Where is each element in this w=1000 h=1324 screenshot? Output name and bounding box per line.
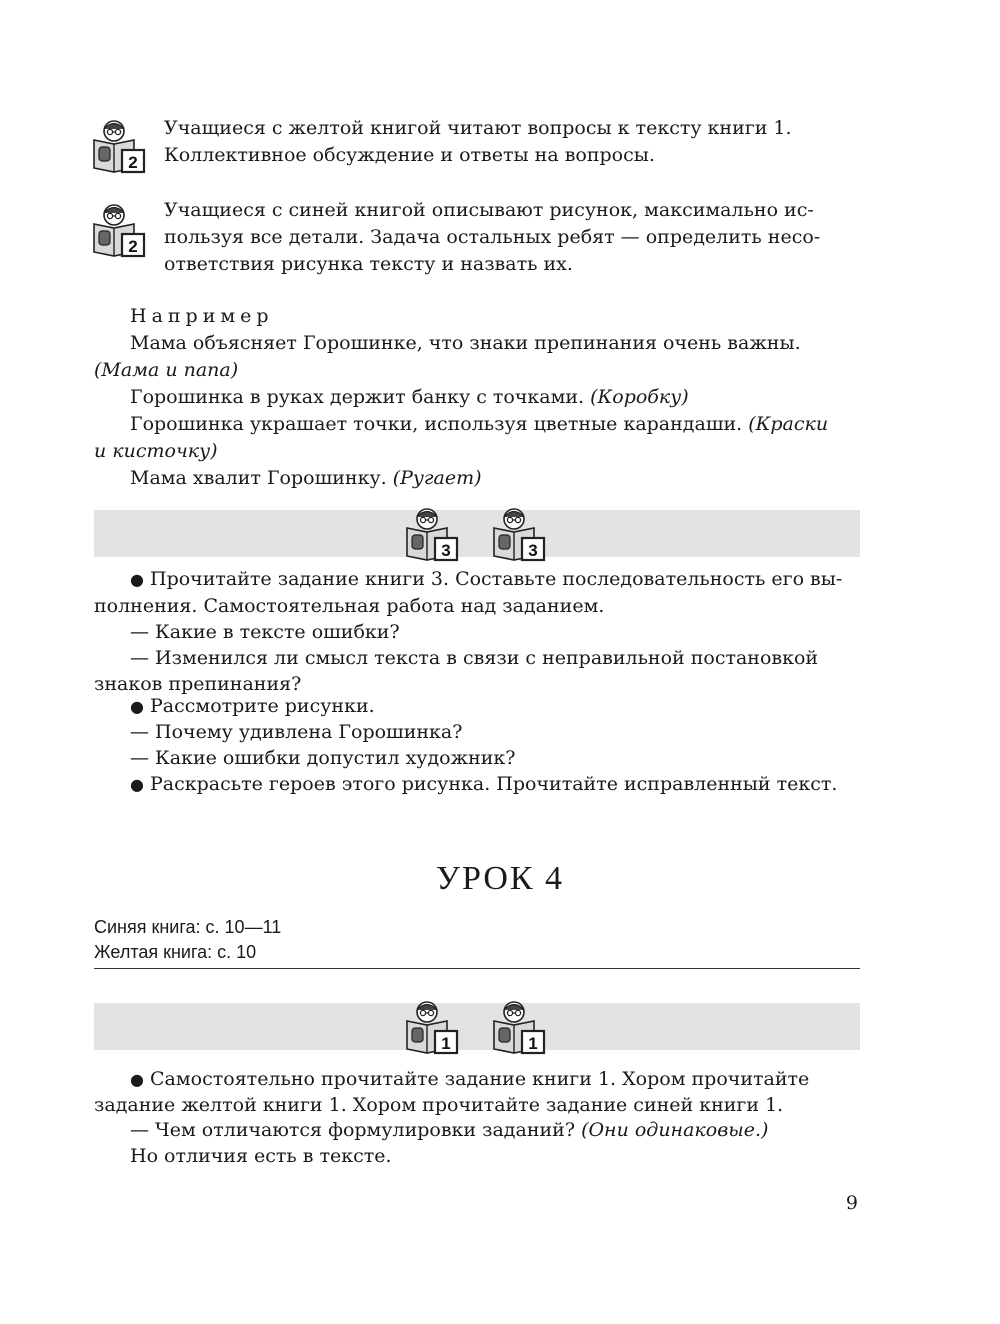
task1-question1: — Какие в тексте ошибки? bbox=[130, 621, 400, 643]
svg-text:3: 3 bbox=[528, 541, 538, 560]
example-line2 bbox=[130, 384, 689, 411]
task2-question1 bbox=[130, 1117, 768, 1144]
task1-bullet2-text: Рассмотрите рисунки. bbox=[150, 695, 375, 717]
task2-last-line: Но отличия есть в тексте. bbox=[130, 1145, 392, 1167]
section2-line3: ответствия рисунка тексту и назвать их. bbox=[164, 253, 573, 275]
task2-bullet1-text: Самостоятельно прочитайте задание книги 1. Хором прочитайте bbox=[150, 1068, 810, 1090]
svg-text:2: 2 bbox=[128, 153, 138, 172]
task1-bullet3-text: Раскрасьте героев этого рисунка. Прочитайте исправленный текст. bbox=[150, 773, 838, 795]
example-line4 bbox=[130, 465, 482, 492]
svg-text:1: 1 bbox=[528, 1034, 538, 1053]
task2-bullet1-line1 bbox=[130, 1066, 809, 1093]
bullet-icon: ● bbox=[130, 775, 144, 794]
section1-line2: Коллективное обсуждение и ответы на вопросы. bbox=[164, 144, 655, 166]
bullet-icon: ● bbox=[130, 1070, 144, 1089]
task2-bullet1-line2: задание желтой книги 1. Хором прочитайте задание синей книги 1. bbox=[94, 1094, 784, 1116]
example-line3 bbox=[130, 411, 828, 438]
book1-reader-icon-b bbox=[492, 999, 548, 1055]
task1-question4: — Какие ошибки допустил художник? bbox=[130, 747, 516, 769]
task1-question2-line1: — Изменился ли смысл текста в связи с неправильной постановкой bbox=[130, 647, 819, 669]
blue-book-reader-icon bbox=[92, 202, 148, 258]
example-line1: Мама объясняет Горошинке, что знаки препинания очень важны. bbox=[130, 332, 801, 354]
bullet-icon: ● bbox=[130, 570, 144, 589]
book3-band bbox=[94, 510, 860, 557]
task1-bullet1-line2: полнения. Самостоятельная работа над заданием. bbox=[94, 595, 605, 617]
example-line3-answer: (Краски bbox=[748, 413, 829, 435]
example-line4-text: Мама хвалит Горошинку. bbox=[130, 467, 387, 489]
svg-text:2: 2 bbox=[128, 237, 138, 256]
section2-line1: Учащиеся с синей книгой описывают рисунок, максимально ис- bbox=[164, 199, 814, 221]
svg-text:1: 1 bbox=[441, 1034, 451, 1053]
section1-line1: Учащиеся с желтой книгой читают вопросы к тексту книги 1. bbox=[164, 117, 792, 139]
example-line2-text: Горошинка в руках держит банку с точками. bbox=[130, 386, 585, 408]
task1-bullet1-line1 bbox=[130, 566, 842, 593]
example-line2-answer: (Коробку) bbox=[590, 386, 689, 408]
bullet-icon: ● bbox=[130, 697, 144, 716]
task2-question1-text: — Чем отличаются формулировки заданий? bbox=[130, 1119, 576, 1141]
example-line3-answer-cont: и кисточку) bbox=[94, 440, 218, 462]
lesson-title: УРОК 4 bbox=[435, 860, 565, 897]
task2-question1-answer: (Они одинаковые.) bbox=[581, 1119, 769, 1141]
example-heading: Например bbox=[130, 305, 274, 327]
task1-bullet2 bbox=[130, 693, 375, 720]
yellow-book-pages: Желтая книга: с. 10 bbox=[94, 942, 257, 962]
divider bbox=[94, 968, 860, 969]
yellow-book-reader-icon bbox=[92, 118, 148, 174]
task1-question2-line2: знаков препинания? bbox=[94, 673, 302, 695]
example-line4-answer: (Ругает) bbox=[392, 467, 482, 489]
task1-bullet3 bbox=[130, 771, 837, 798]
book3-reader-icon-a bbox=[405, 506, 461, 562]
task1-question3: — Почему удивлена Горошинка? bbox=[130, 721, 463, 743]
book1-band bbox=[94, 1003, 860, 1050]
example-line3-text: Горошинка украшает точки, используя цветные карандаши. bbox=[130, 413, 743, 435]
task1-bullet1-text: Прочитайте задание книги 3. Составьте последовательность его вы- bbox=[150, 568, 843, 590]
book1-reader-icon-a bbox=[405, 999, 461, 1055]
book3-reader-icon-b bbox=[492, 506, 548, 562]
example-line1-answer: (Мама и папа) bbox=[94, 359, 239, 381]
svg-text:3: 3 bbox=[441, 541, 451, 560]
page-number: 9 bbox=[845, 1192, 858, 1214]
blue-book-pages: Синяя книга: с. 10—11 bbox=[94, 917, 282, 937]
section2-line2: пользуя все детали. Задача остальных ребят — определить несо- bbox=[164, 226, 821, 248]
